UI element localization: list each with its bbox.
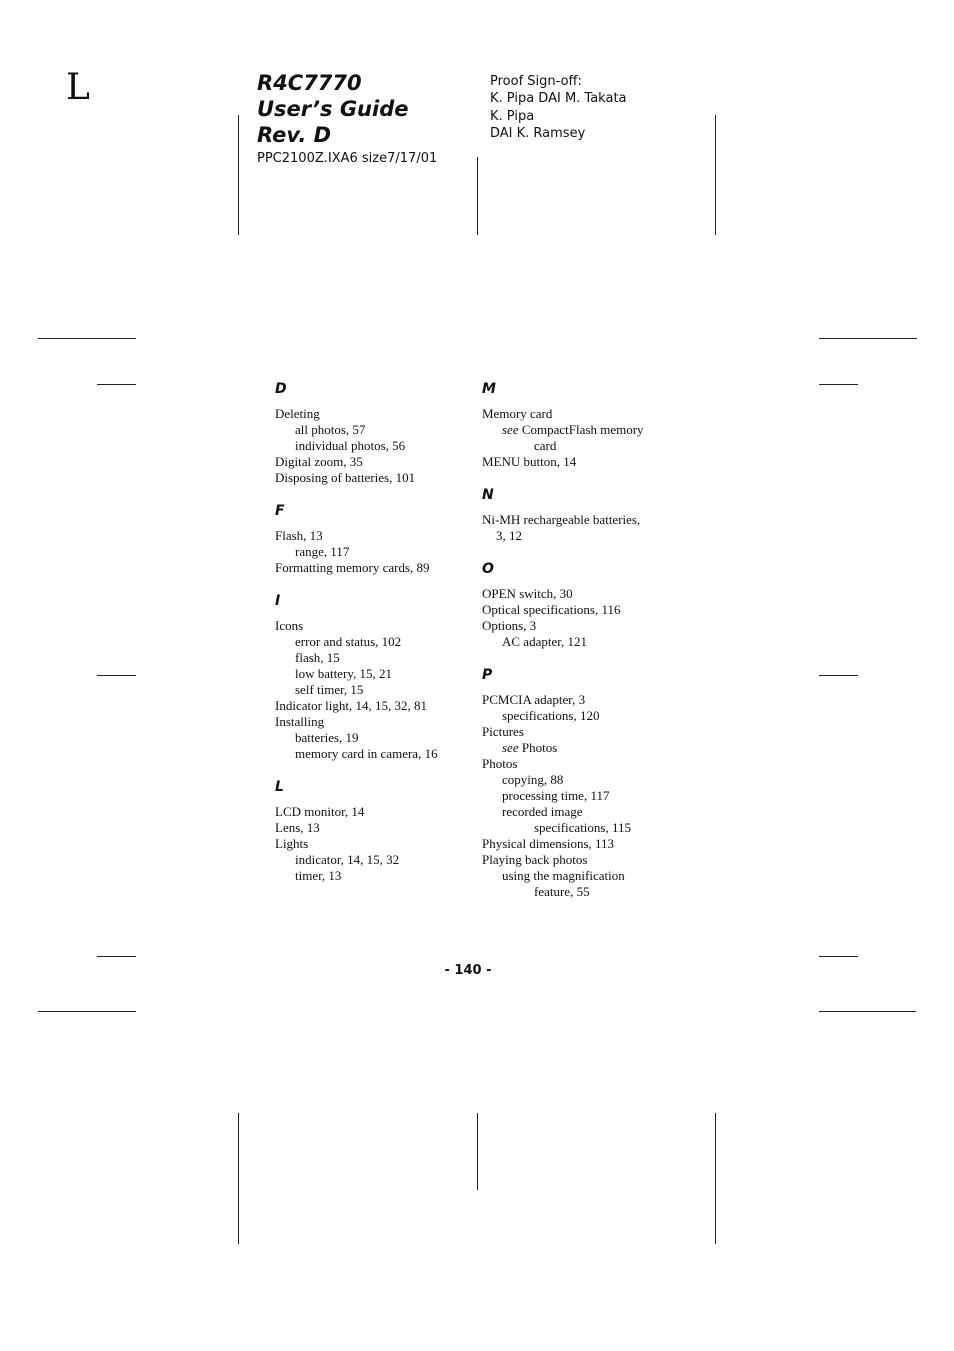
index-entry: [275, 698, 475, 714]
section-letter: O: [482, 561, 494, 577]
index-entry: [482, 836, 682, 852]
crop-mark: [477, 1113, 478, 1190]
index-column-left: [275, 380, 475, 900]
index-entry: [482, 692, 682, 708]
entry-text: Optical specifications, 116: [482, 602, 621, 617]
proof-signoff: [490, 73, 627, 142]
index-entry: [482, 884, 682, 900]
index-entry: [275, 714, 475, 730]
section-letter: P: [482, 667, 493, 683]
index-entry: [482, 772, 682, 788]
crop-mark: [238, 115, 239, 235]
entry-text: using the magnification: [502, 868, 625, 883]
crop-mark: [819, 956, 858, 957]
index-entry: [482, 740, 682, 756]
entry-text: 3, 12: [496, 528, 522, 543]
index-entry: [482, 512, 682, 528]
see-reference: see: [502, 740, 519, 755]
entry-text: specifications, 115: [534, 820, 631, 835]
index-section: [482, 380, 682, 470]
entry-text: individual photos, 56: [295, 438, 406, 453]
entry-text: indicator, 14, 15, 32: [295, 852, 400, 867]
index-entry: [275, 836, 475, 852]
index-entry: [275, 852, 475, 868]
index-entry: [482, 804, 682, 820]
index-section: [275, 592, 475, 762]
entry-text: Deleting: [275, 406, 320, 421]
section-letter: M: [482, 381, 496, 397]
entry-text: low battery, 15, 21: [295, 666, 392, 681]
index-section: [275, 380, 475, 486]
crop-mark: [819, 1011, 916, 1012]
proof-line: DAI K. Ramsey: [490, 125, 586, 141]
crop-mark: [97, 675, 136, 676]
crop-mark: [477, 157, 478, 235]
entry-text: Physical dimensions, 113: [482, 836, 615, 851]
index-entry: [482, 634, 682, 650]
index-entry: [482, 820, 682, 836]
index-entry: [482, 868, 682, 884]
index-entry: [275, 422, 475, 438]
entry-text: Icons: [275, 618, 304, 633]
entry-text: Pictures: [482, 724, 524, 739]
crop-mark: [715, 1113, 716, 1244]
index-section: [482, 486, 682, 544]
section-letter: D: [275, 381, 287, 397]
entry-text: batteries, 19: [295, 730, 359, 745]
index-entry: [482, 438, 682, 454]
entry-text: Indicator light, 14, 15, 32, 81: [275, 698, 428, 713]
index-entry: [482, 724, 682, 740]
entry-text: MENU button, 14: [482, 454, 577, 469]
entry-text: AC adapter, 121: [502, 634, 588, 649]
file-info: PPC2100Z.IXA6 size7/17/01: [257, 151, 438, 166]
index-entry: [275, 634, 475, 650]
index-entry: [275, 438, 475, 454]
index-section: [482, 666, 682, 900]
entry-text: Formatting memory cards, 89: [275, 560, 430, 575]
entry-text: processing time, 117: [502, 788, 610, 803]
entry-text: Installing: [275, 714, 325, 729]
index-column-right: [482, 380, 682, 916]
entry-text: Photos: [482, 756, 518, 771]
proof-line: K. Pipa DAI M. Takata: [490, 91, 627, 107]
entry-text: error and status, 102: [295, 634, 402, 649]
index-entry: [482, 788, 682, 804]
entry-text: memory card in camera, 16: [295, 746, 438, 761]
entry-text: all photos, 57: [295, 422, 366, 437]
index-entry: [482, 708, 682, 724]
crop-mark: [819, 675, 858, 676]
entry-text: Photos: [521, 740, 558, 755]
entry-text: card: [534, 438, 557, 453]
index-entry: [275, 746, 475, 762]
entry-text: Ni-MH rechargeable batteries,: [482, 512, 641, 527]
entry-text: Digital zoom, 35: [275, 454, 363, 469]
entry-text: self timer, 15: [295, 682, 364, 697]
section-letter: N: [482, 487, 494, 503]
crop-mark: [38, 1011, 136, 1012]
index-entry: [275, 666, 475, 682]
entry-text: PCMCIA adapter, 3: [482, 692, 586, 707]
title-line: User’s Guide: [257, 97, 409, 121]
proof-line: K. Pipa: [490, 108, 535, 124]
entry-text: CompactFlash memory: [521, 422, 644, 437]
index-entry: [275, 868, 475, 884]
index-entry: [482, 422, 682, 438]
title-line: R4C7770: [257, 71, 362, 95]
crop-mark: [97, 384, 136, 385]
entry-text: Memory card: [482, 406, 553, 421]
entry-text: Lights: [275, 836, 309, 851]
index-section: [275, 778, 475, 884]
entry-text: copying, 88: [502, 772, 564, 787]
see-reference: see: [502, 422, 519, 437]
index-entry: [482, 454, 682, 470]
index-entry: [275, 820, 475, 836]
crop-mark: [238, 1113, 239, 1244]
entry-text: Options, 3: [482, 618, 537, 633]
index-entry: [275, 682, 475, 698]
index-entry: [275, 804, 475, 820]
entry-text: recorded image: [502, 804, 583, 819]
index-entry: [482, 528, 682, 544]
page-number: - 140 -: [444, 963, 492, 978]
entry-text: specifications, 120: [502, 708, 600, 723]
entry-text: timer, 13: [295, 868, 342, 883]
index-entry: [275, 730, 475, 746]
index-section: [275, 502, 475, 576]
crop-mark: [715, 115, 716, 235]
index-entry: [482, 602, 682, 618]
crop-mark: [38, 338, 136, 339]
index-entry: [275, 454, 475, 470]
index-entry: [275, 618, 475, 634]
entry-text: OPEN switch, 30: [482, 586, 573, 601]
entry-text: feature, 55: [534, 884, 590, 899]
index-entry: [482, 406, 682, 422]
corner-letter: L: [66, 67, 90, 108]
index-entry: [482, 756, 682, 772]
index-entry: [275, 528, 475, 544]
section-letter: I: [275, 593, 281, 609]
section-letter: L: [275, 779, 284, 795]
crop-mark: [97, 956, 136, 957]
index-entry: [482, 586, 682, 602]
entry-text: Disposing of batteries, 101: [275, 470, 416, 485]
index-entry: [482, 618, 682, 634]
title-line: Rev. D: [257, 123, 332, 147]
crop-mark: [819, 384, 858, 385]
document-title: [257, 70, 408, 148]
proof-line: Proof Sign-off:: [490, 74, 582, 89]
crop-mark: [819, 338, 917, 339]
index-entry: [275, 560, 475, 576]
index-entry: [275, 650, 475, 666]
entry-text: Lens, 13: [275, 820, 320, 835]
index-entry: [275, 544, 475, 560]
index-entry: [275, 406, 475, 422]
index-entry: [275, 470, 475, 486]
section-letter: F: [275, 503, 285, 519]
entry-text: Playing back photos: [482, 852, 588, 867]
index-section: [482, 560, 682, 650]
entry-text: range, 117: [295, 544, 350, 559]
entry-text: Flash, 13: [275, 528, 323, 543]
entry-text: flash, 15: [295, 650, 340, 665]
index-entry: [482, 852, 682, 868]
entry-text: LCD monitor, 14: [275, 804, 365, 819]
